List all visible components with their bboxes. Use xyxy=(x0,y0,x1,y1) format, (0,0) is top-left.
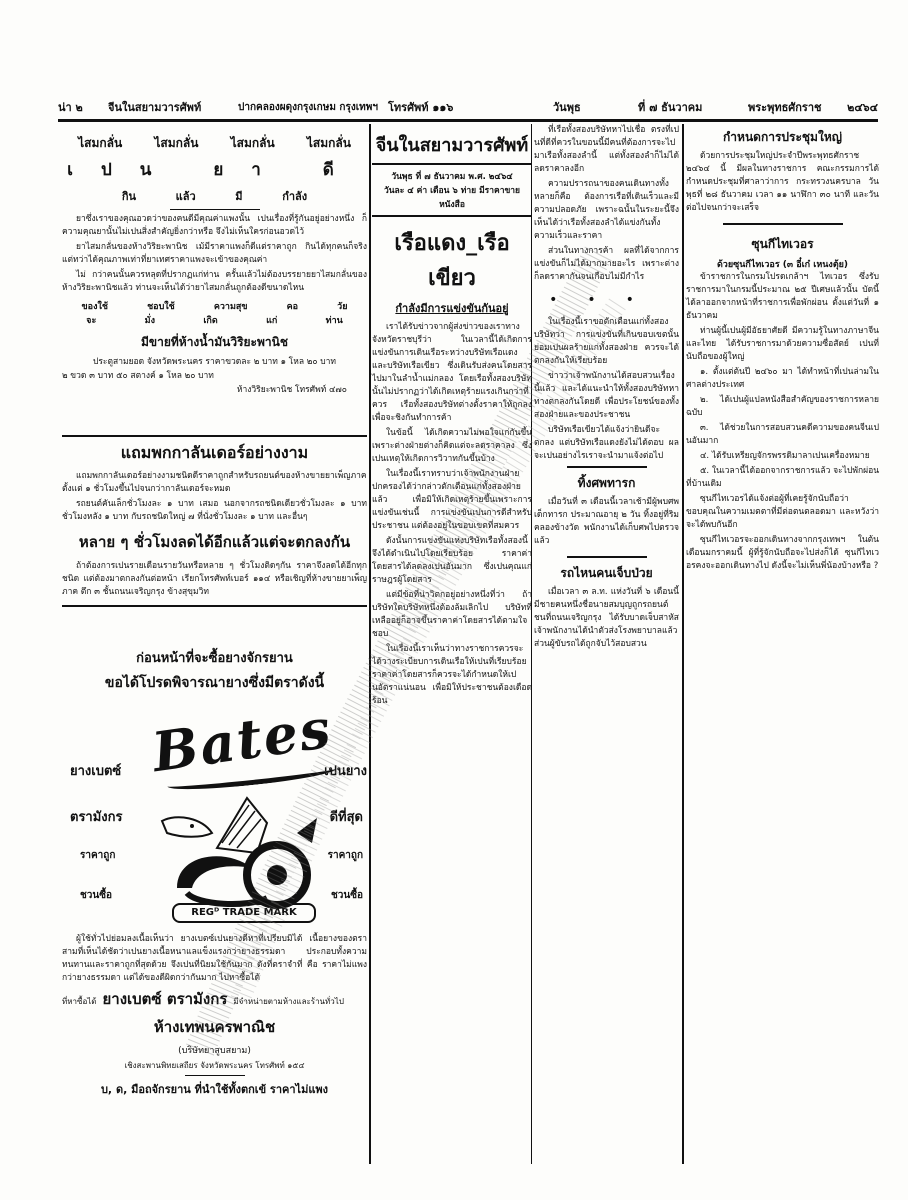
company-sub: (บริษัทยาสูบสยาม) xyxy=(178,1046,251,1056)
divider xyxy=(170,209,260,210)
edition-price: วันละ ๔ ค่า เดือน ๖ ท่าย มีราคาขายหนังสือ xyxy=(383,186,521,210)
left-label: ตรามังกร xyxy=(70,810,123,825)
date: ที่ ๗ ธันวาคม xyxy=(638,101,703,114)
masthead xyxy=(58,96,878,118)
right-label: ดีที่สุด xyxy=(329,810,363,825)
ad-body xyxy=(62,470,367,524)
paragraph: ในเรื่องนี้เราขอตักเตือนแก่ทั้งสองบริษัทว่า การแข่งขันที่เกินขอบเขตนั้นย่อมเปนผลร้ายแก่ทั้งสองฝ่าย ควรจะได้ตกลงกันให้เรียบร้อย xyxy=(534,317,679,366)
paragraph: ที่เรือทั้งสองบริษัทหาไปเชื่อ ตรงที่เปนที่ดีที่ควรในขอนนี้มีคนที่ต้องการจะไปมาเรือทั้งสองลำนี้ แต่ทั้งสองลำก็ไม่ได้ลดราคาลงอีก xyxy=(534,125,679,174)
ad-subslogan xyxy=(102,187,327,205)
dragon-tyre-illustration xyxy=(157,793,322,913)
benefit-word: เกิด xyxy=(203,316,218,326)
masthead-rule xyxy=(58,119,878,122)
column-1 xyxy=(62,124,367,1098)
left-label: ชวนซื้อ xyxy=(80,890,113,901)
ad-word: ไสมกลั่น xyxy=(154,136,199,150)
paragraph: ในข้อนี้ ได้เกิดความไม่พอใจแก่กันขึ้นเพราะต่างฝ่ายต่างก็คิดแต่จะลดราคาลง ซึ่งเปนเหตุให้เกิดการวิวาทกันขึ้นบ้าง xyxy=(372,428,532,464)
news-headline: ทิ้งศพทารก xyxy=(577,476,636,490)
footer-line: บ, ด, มือถจักรยาน ที่นำใช้ทั้งตกเข้ ราคาไม่แพง xyxy=(100,1083,329,1096)
bates-logo: Bates xyxy=(148,695,336,785)
edition-date: วันพุธ ที่ ๗ ธันวาคม พ.ศ. ๒๔๖๔ xyxy=(391,172,513,182)
paragraph: ความปรารถนาของคนเดินทางทั้งหลายก็คือ ต้องการเรือที่เดินเร็วและมีความปลอดภัย เพราะฉนั้นในระยะนี้จึงเห็นได้ว่าเรือทั้งสองลำได้แข่งกันทั้งความเร็วและราคา xyxy=(534,179,679,241)
slogan-word: ดี xyxy=(322,160,362,180)
benefit-word: ของใช้ xyxy=(81,302,108,312)
paragraph: เราได้รับข่าวจากผู้ส่งข่าวของเราทางจังหวัดราชบุรีว่า ในเวลานี้ได้เกิดการแข่งขันการเดินเรือระหว่างบริษัทเรือแดงและบริษัทเรือเขียว ซึ่งเดินรับส่งคนโดยสารไปมาในลำน้ำแม่กลอง โดยเรือทั้งสองบริษัทนั้นไม่ปรากฏว่าได้เกิดเหตุร้ายแรงเกินกว่าที่ควร เรือทั้งสองบริษัทต่างตั้งราคาให้ถูกลงเพื่อจะชิงกันทำการค้า xyxy=(372,322,532,423)
left-label: ราคาถูก xyxy=(80,850,116,861)
paragraph: ด้วยการประชุมใหญ่ประจำปีพระพุทธศักราช ๒๔๖๔ นี้ มีผลในทางราชการ คณะกรรมการได้กำหนดประชุมที่ศาลาว่าการ กระทรวงนครบาล วันพุธที่ ๒๘ ธันวาคม เวลา ๑๑ นาฬิกา ๓๐ นาที และวันต่อไปจนกว่าจะเสร็จ xyxy=(686,151,879,213)
subslogan-word: มี xyxy=(235,190,243,203)
paragraph: ในเรื่องนี้เราเห็นว่าทางราชการควรจะได้วางระเบียบการเดินเรือให้เปนที่เรียบร้อย ราคาค่าโดยสารก็ควรจะได้กำหนดให้เปนอัตราแน่นอน เพื่อมิให้ประชาชนต้องเดือดร้อน xyxy=(372,644,532,706)
slogan-word: ยา xyxy=(213,160,289,180)
article-continued xyxy=(534,124,679,284)
company-address: เชิงสะพานพิทยเสถียร จังหวัดพระนคร โทรศัพท์ ๑๕๔ xyxy=(124,1061,305,1070)
ad-paragraph: ไม่ กว่าคนนั้นควรหลุดที่ปรากฏแก่ท่าน ครั้นแล้วไม่ต้องบรรยายยาไสมกลั่นของห้างวิริยะพานิชแล้ว ท่านจะเห็นได้ว่ายาไสมกลั่นถูกต้องดีขนาดไหน xyxy=(62,270,367,293)
trademark-label: REGᴰ TRADE MARK xyxy=(172,903,316,923)
news-body xyxy=(534,586,679,651)
ad-body xyxy=(62,933,367,985)
ad-somkalan xyxy=(62,134,367,397)
left-label: ยางเบตซ์ xyxy=(70,764,122,779)
right-label: เปนยาง xyxy=(324,764,367,779)
benefit-word: แก่ xyxy=(266,316,278,326)
news-headline: ซุนกีไทเวอร xyxy=(751,237,814,251)
paragraph: ข่าวว่าเจ้าพนักงานได้สอบสวนเรื่องนี้แล้ว และได้แนะนำให้ทั้งสองบริษัทหาทางตกลงกันโดยดี เพื่อประโยชน์ของทั้งสองฝ่ายและของประชาชน xyxy=(534,371,679,420)
ad-headline: ขอได้โปรดพิจารณายางซึ่งมีตราดังนี้ xyxy=(104,675,325,691)
paragraph: ในเรื่องนี้เราทราบว่าเจ้าพนักงานฝ่ายปกครองได้ว่ากล่าวตักเตือนแก่ทั้งสองฝ่ายแล้ว เพื่อมิให้เกิดเหตุร้ายขึ้นเพราะการแข่งขันเช่นนี้ การแข่งขันเปนการดีสำหรับประชาชน แต่ต้องอยู่ในขอบเขตที่สมควร xyxy=(372,469,532,531)
paragraph: ข้าราชการในกรมโปรดเกล้าฯ ไทเวอร ซึ่งรับราชการมาในกรมนี้ประมาณ ๒๕ ปีเศษแล้วนั้น บัดนี้ได้ลาออกจากหน้าที่ราชการเพื่อพักผ่อน ตั้งแต่วันที่ ๑ ธันวาคม xyxy=(686,272,879,321)
ad-body xyxy=(62,213,367,295)
company-name: ห้างเทพนครพาณิช xyxy=(153,1018,276,1036)
page-number: น่า ๒ xyxy=(58,101,83,114)
paragraph: ๕. ในเวลานี้ได้ออกจากราชการแล้ว จะไปพักผ่อนที่บ้านเดิม xyxy=(686,466,879,489)
divider xyxy=(185,1075,245,1076)
subslogan-word: กิน xyxy=(121,190,136,203)
section-dots: ••• xyxy=(549,292,664,308)
benefit-word: คอ xyxy=(286,302,299,312)
paragraph: ท่านผู้นี้เปนผู้มีอัธยาศัยดี มีความรู้ในทางภาษาจีนและไทย ได้รับราชการมาด้วยความซื่อสัตย์ เปนที่นับถือของผู้ใหญ่ xyxy=(686,326,879,362)
benefit-word: ชอบใช้ xyxy=(147,302,175,312)
paragraph: ซุนกีไทเวอรจะออกเดินทางจากกรุงเทพฯ ในต้นเดือนมกราคมนี้ ผู้ที่รู้จักนับถือจะไปส่งก็ได้ ซุนกีไทเวอรคงจะออกเดินทางไป ดังนี้จะไม่เห็นพี่น้องบ้างหรือ ? xyxy=(686,535,879,571)
news-body xyxy=(686,271,879,573)
news-body xyxy=(686,150,879,215)
edition-box xyxy=(372,163,532,217)
benefit-word: วัย xyxy=(337,302,348,312)
benefit-word: จะ xyxy=(86,316,97,326)
ad-paragraph: ผู้ใช้ทั่วไปย่อมลงเนื้อเห็นว่า ยางเบตซ์เปนยางดีหาที่เปรียบมิได้ เนื้อยางของตราสามที่เห็นได้ชัดว่าเปนยางเนื้อหนาแลแข็งแรงกว่ายางธรรมดา ประกอบทั้งความทนทานและราคาถูกที่สุดด้วย จึงเปนที่นิยมใช้กันมาก ดังที่ตราจำที่ คือ ราคาไม่แพงกว่ายางธรรมดา แต่ได้ของดีผิดกว่ากันมาก ไปหาซื้อได้ xyxy=(62,934,367,983)
paragraph: ๔. ได้รับเหรียญจักรพรรดิมาลาเปนเครื่องหมาย xyxy=(700,451,870,461)
benefit-row xyxy=(62,313,367,327)
address-2: ๒ ขวด ๓ บาท ๕๐ สตางค์ ๑ โหล ๒๐ บาท xyxy=(62,371,214,381)
paragraph: ๓. ได้ช่วยในการสอบสวนคดีความของคนจีนเปนอันมาก xyxy=(686,423,879,446)
benefit-word: ความสุข xyxy=(213,302,248,312)
divider xyxy=(567,466,647,468)
ad-paragraph: รถยนต์คันเล็กชั่วโมงละ ๑ บาท เสมอ นอกจากรถชนิดเดียวชั่วโมงละ ๑ บาท ชั่วโมงหลัง ๑ บาท กับรถชนิดใหญ่ ๗ ที่นั่งชั่วโมงละ ๑ บาท และอื่นๆ xyxy=(62,499,367,522)
ad-headline-2: หลาย ๆ ชั่วโมงลดได้อีกแล้วแต่จะตกลงกัน xyxy=(78,533,351,551)
telephone: โทรศัพท์ ๑๑๖ xyxy=(388,101,454,114)
column-4 xyxy=(686,124,879,575)
brand-prefix: ที่หาซื้อได้ xyxy=(62,997,97,1006)
ad-word: ไสมกลั่น xyxy=(78,136,123,150)
divider xyxy=(567,556,647,558)
publisher-address: ปากคลองผดุงกรุงเกษม กรุงเทพฯ xyxy=(238,101,378,113)
ad-paragraph: ยาไสมกลั่นของห้างวิริยะพานิช เม้มีราคาแพงก็ดีแต่ราคาถูก กินได้ทุกคนก็จริง แต่ทว่าได้คุณภาพเท่าที่ยาเทศราคาแพงจะเข้าของคุณค่า xyxy=(62,242,367,265)
ad-paragraph: ถ้าต้องการเปนรายเดือนรายวันหรือหลาย ๆ ชั่วโมงติดๆกัน ราคาจึงลดได้อีกทุกชนิด แต่ต้องมาตกลงกันต่อหน้า เรียกโทรศัพท์เบอร์ ๑๑๔ หรือเชิญที่ห้างขายยาเพ็ญภาค ตึก ๓ ชั้นถนนเจริญกรุง ข้างสุขุมวิท xyxy=(62,561,367,597)
paper-title: จีนในสยามวารศัพท์ xyxy=(375,135,529,156)
ad-word: ไสมกลั่น xyxy=(230,136,275,150)
section-rule xyxy=(62,435,367,437)
bates-artwork xyxy=(62,695,367,933)
column-divider xyxy=(682,124,684,1164)
ad-paragraph: ยาซึ่งเราของคุณอวดว่าของคนดีมีคุณค่าแพงนั้น เปนเรื่องที่รู้กันอยู่อย่างหนึ่ง ก็ความคุณยานั้นไม่เปนสิ่งสำคัญยิ่งกว่าหรือ จึงไม่เห็นใครก่อนอวดไว้ xyxy=(62,214,367,237)
news-headline: กำหนดการประชุมใหญ่ xyxy=(723,130,842,144)
contact: ห้างวิริยะพานิช โทรศัพท์ ๔๗๐ xyxy=(236,385,347,395)
ad-bates-tyres xyxy=(62,647,367,1098)
article-body xyxy=(372,321,532,708)
ad-slogan xyxy=(62,156,367,183)
right-label: ชวนซื้อ xyxy=(330,890,363,901)
paragraph: ซุนกีไทเวอรได้แจ้งต่อผู้ที่เคยรู้จักนับถือว่า ขอบคุณในความเมตตาที่มีต่อตนตลอดมา และหวังว่าจะได้พบกันอีก xyxy=(686,494,879,530)
brand-suffix: มีจำหน่ายตามห้างและร้านทั่วไป xyxy=(233,997,344,1006)
section-rule xyxy=(62,605,367,607)
ad-body xyxy=(62,560,367,599)
paragraph: เมื่อเวลา ๓ ล.ท. แห่งวันที่ ๖ เดือนนี้ มีชายคนหนึ่งชื่อนายสมบุญถูกรถยนต์ชนที่ถนนเจริญกรุง ได้รับบาดเจ็บสาหัส เจ้าพนักงานได้นำตัวส่งโรงพยาบาลแล้ว ส่วนผู้ขับรถได้ถูกจับไว้สอบสวน xyxy=(534,587,679,649)
column-3 xyxy=(534,124,679,653)
brand-name: ยางเบตซ์ ตรามังกร xyxy=(102,990,228,1008)
right-label: ราคาถูก xyxy=(327,850,363,861)
slogan-word: เปน xyxy=(67,160,180,180)
benefit-row xyxy=(62,299,367,313)
paragraph: เมื่อวันที่ ๓ เดือนนี้เวลาเช้ามีผู้พบศพเด็กทารก ประมาณอายุ ๒ วัน ทิ้งอยู่ที่ริมคลองข้างวัด พนักงานได้เก็บศพไปตรวจแล้ว xyxy=(534,497,679,546)
benefit-word: มั่ง xyxy=(144,316,155,326)
paragraph: บริษัทเรือเขียวได้แจ้งว่ายินดีจะตกลง แต่บริษัทเรือแดงยังไม่ได้ตอบ ผลจะเปนอย่างไรเราจะนำมาแจ้งต่อไป xyxy=(534,425,679,461)
paragraph: ๒. ได้เปนผู้แปลหนังสือสำคัญของราชการหลายฉบับ xyxy=(686,395,879,418)
year: ๒๔๖๔ xyxy=(847,101,878,114)
day: วันพุธ xyxy=(553,101,581,114)
ad-headline: แถมพกกาลันเดอร์อย่างงาม xyxy=(120,443,309,462)
article-continued xyxy=(534,316,679,463)
ad-paragraph: แถมพกกาลันเดอร์อย่างงามชนิดดีราคาถูกสำหรับรถยนต์ของห้างขายยาเพ็ญภาค ตั้งแต่ ๑ ชั่วโมงขึ้นไปจนกว่ากาลันเดอร์จะหมด xyxy=(62,471,367,494)
subslogan-word: กำลัง xyxy=(282,190,308,203)
subslogan-word: แล้ว xyxy=(175,190,196,203)
news-body xyxy=(534,496,679,548)
benefit-word: ท่าน xyxy=(325,316,343,326)
paragraph: ๑. ตั้งแต่ต้นปี ๒๔๖๐ มา ได้ทำหน้าที่เปนล่ามในศาลต่างประเทศ xyxy=(686,367,879,390)
news-intro: ด้วยซุนกีไทเวอร (๓ อี๋เก๋ เหนงตุ้ย) xyxy=(716,260,849,270)
era-label: พระพุทธศักราช xyxy=(748,101,822,114)
paragraph: ส่วนในทางการค้า ผลที่ได้จากการแข่งขันก็ไม่ได้มากมายอะไร เพราะต่างก็ลดราคากันจนเกือบไม่มีกำไร xyxy=(534,246,679,282)
paper-name: จีนในสยามวารศัพท์ xyxy=(108,101,202,114)
seller-line: มีขายที่ห้างน้ำมันวิริยะพานิช xyxy=(140,335,288,349)
ad-calendar xyxy=(62,441,367,599)
ad-word: ไสมกลั่น xyxy=(306,136,351,150)
paragraph: แต่มีข้อที่น่าวิตกอยู่อย่างหนึ่งที่ว่า ถ้าบริษัทใดบริษัทหนึ่งต้องล้มเลิกไป บริษัทที่เหลืออยู่ก็อาจขึ้นราคาค่าโดยสารได้ตามใจชอบ xyxy=(372,590,532,639)
divider xyxy=(723,223,843,225)
article-subhead: กำลังมีการแข่งขันกันอยู่ xyxy=(395,302,509,315)
column-2 xyxy=(372,124,532,710)
address: ประตูสามยอด จังหวัดพระนคร ราคาขวดละ ๒ บาท ๑ โหล ๒๐ บาท xyxy=(92,357,337,367)
column-divider xyxy=(369,124,371,1164)
brand-line xyxy=(62,987,367,1011)
paragraph: ดังนั้นการแข่งขันแห่งบริษัทเรือทั้งสองนี้จึงได้ดำเนินไปโดยเรียบร้อย ราคาค่าโดยสารได้ลดลงเปนอันมาก ซึ่งเปนคุณแก่ราษฎรผู้โดยสาร xyxy=(372,536,532,585)
news-headline: รถไหนคนเจ็บป่วย xyxy=(560,566,653,580)
article-headline: เรือแดง_เรือเขียว xyxy=(394,231,510,291)
ad-pre-headline: ก่อนหน้าที่จะซื้อยางจักรยาน xyxy=(136,651,293,666)
